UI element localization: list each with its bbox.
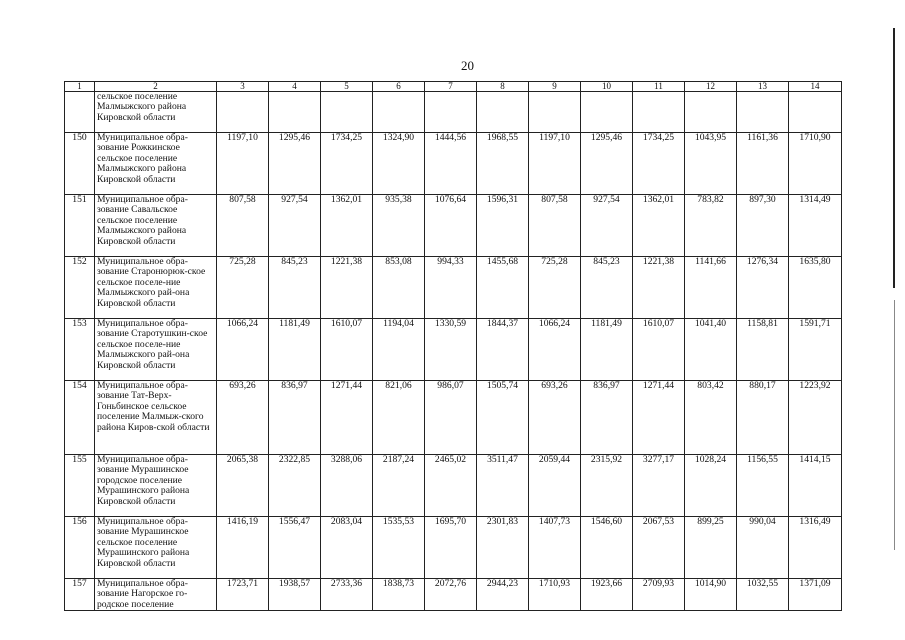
value-cell-col-10: 1181,49 [581,319,633,381]
municipality-name: Муниципальное обра-зование Мурашинское сельское поселение Мурашинского района Кировской области [95,517,217,579]
value-cell-col-12: 1014,90 [685,579,737,611]
value-cell-col-11: 1271,44 [633,381,685,455]
value-cell-col-8: 2944,23 [477,579,529,611]
value-cell-col-13: 897,30 [737,195,789,257]
value-cell-col-12: 1043,95 [685,133,737,195]
value-cell-col-4: 836,97 [269,381,321,455]
value-cell-col-14: 1710,90 [789,133,842,195]
value-cell-col-13: 1156,55 [737,455,789,517]
value-cell-col-9: 807,58 [529,195,581,257]
value-cell-col-12: 783,82 [685,195,737,257]
value-cell-col-14: 1316,49 [789,517,842,579]
value-cell-col-8: 1968,55 [477,133,529,195]
row-number: 157 [65,579,95,611]
row-number [65,92,95,133]
value-cell-col-5: 2083,04 [321,517,373,579]
value-cell-col-5: 1362,01 [321,195,373,257]
table-row [65,381,842,455]
value-cell-col-13 [737,92,789,133]
value-cell-col-4: 1181,49 [269,319,321,381]
column-header-12: 12 [685,82,737,92]
value-cell-col-11: 2709,93 [633,579,685,611]
value-cell-col-12: 899,25 [685,517,737,579]
column-header-4: 4 [269,82,321,92]
value-cell-col-4: 845,23 [269,257,321,319]
value-cell-col-6: 935,38 [373,195,425,257]
value-cell-col-3: 1197,10 [217,133,269,195]
row-number: 156 [65,517,95,579]
value-cell-col-8 [477,92,529,133]
column-header-8: 8 [477,82,529,92]
table-row [65,195,842,257]
municipality-name: Муниципальное обра-зование Рожкинское сельское поселение Малмыжского района Кировской области [95,133,217,195]
value-cell-col-10: 836,97 [581,381,633,455]
value-cell-col-12: 1041,40 [685,319,737,381]
value-cell-col-7: 2465,02 [425,455,477,517]
right-margin-rule-faint [894,300,895,550]
value-cell-col-7: 2072,76 [425,579,477,611]
value-cell-col-13: 1276,34 [737,257,789,319]
municipality-name: Муниципальное обра-зование Мурашинское городское поселение Мурашинского района Кировской области [95,455,217,517]
column-header-13: 13 [737,82,789,92]
value-cell-col-6: 2187,24 [373,455,425,517]
value-cell-col-11: 1221,38 [633,257,685,319]
value-cell-col-9 [529,92,581,133]
value-cell-col-10: 1295,46 [581,133,633,195]
row-number: 150 [65,133,95,195]
value-cell-col-8: 3511,47 [477,455,529,517]
value-cell-col-6: 1324,90 [373,133,425,195]
value-cell-col-12: 803,42 [685,381,737,455]
value-cell-col-14: 1223,92 [789,381,842,455]
value-cell-col-10: 1546,60 [581,517,633,579]
value-cell-col-11: 2067,53 [633,517,685,579]
value-cell-col-8: 1455,68 [477,257,529,319]
row-number: 151 [65,195,95,257]
value-cell-col-7 [425,92,477,133]
column-header-2: 2 [95,82,217,92]
column-header-7: 7 [425,82,477,92]
value-cell-col-4: 2322,85 [269,455,321,517]
value-cell-col-7: 986,07 [425,381,477,455]
value-cell-col-13: 990,04 [737,517,789,579]
right-margin-rule [893,28,895,288]
table-row [65,133,842,195]
value-cell-col-6: 1194,04 [373,319,425,381]
value-cell-col-3: 2065,38 [217,455,269,517]
municipality-name: Муниципальное обра-зование Тат-Верх-Гоньбинское сельское поселение Малмыж-ского района Киров-ской области [95,381,217,455]
value-cell-col-4: 927,54 [269,195,321,257]
value-cell-col-8: 1844,37 [477,319,529,381]
value-cell-col-10 [581,92,633,133]
value-cell-col-13: 1161,36 [737,133,789,195]
value-cell-col-3: 693,26 [217,381,269,455]
municipality-name: Муниципальное обра-зование Нагорское го-родское поселение [95,579,217,611]
table-row [65,319,842,381]
table-row [65,455,842,517]
value-cell-col-14 [789,92,842,133]
data-table [64,81,842,611]
row-number: 153 [65,319,95,381]
value-cell-col-8: 1505,74 [477,381,529,455]
value-cell-col-14: 1414,15 [789,455,842,517]
column-header-3: 3 [217,82,269,92]
row-number: 152 [65,257,95,319]
value-cell-col-9: 725,28 [529,257,581,319]
value-cell-col-4: 1556,47 [269,517,321,579]
value-cell-col-5 [321,92,373,133]
value-cell-col-11: 1610,07 [633,319,685,381]
value-cell-col-10: 1923,66 [581,579,633,611]
column-header-9: 9 [529,82,581,92]
value-cell-col-12: 1028,24 [685,455,737,517]
table-row [65,517,842,579]
value-cell-col-10: 2315,92 [581,455,633,517]
value-cell-col-11 [633,92,685,133]
value-cell-col-5: 1734,25 [321,133,373,195]
table-body [65,92,842,611]
value-cell-col-8: 2301,83 [477,517,529,579]
value-cell-col-3: 807,58 [217,195,269,257]
value-cell-col-11: 1734,25 [633,133,685,195]
column-header-11: 11 [633,82,685,92]
row-number: 155 [65,455,95,517]
column-header-5: 5 [321,82,373,92]
value-cell-col-5: 2733,36 [321,579,373,611]
value-cell-col-11: 1362,01 [633,195,685,257]
value-cell-col-12: 1141,66 [685,257,737,319]
municipality-name: Муниципальное обра-зование Савальское сельское поселение Малмыжского района Кировской области [95,195,217,257]
value-cell-col-5: 1610,07 [321,319,373,381]
value-cell-col-13: 1032,55 [737,579,789,611]
value-cell-col-13: 880,17 [737,381,789,455]
value-cell-col-9: 693,26 [529,381,581,455]
value-cell-col-6: 1838,73 [373,579,425,611]
column-header-1: 1 [65,82,95,92]
table-row [65,257,842,319]
table-row [65,579,842,611]
value-cell-col-3: 725,28 [217,257,269,319]
value-cell-col-4 [269,92,321,133]
value-cell-col-7: 1695,70 [425,517,477,579]
value-cell-col-9: 1066,24 [529,319,581,381]
value-cell-col-3: 1066,24 [217,319,269,381]
value-cell-col-3: 1723,71 [217,579,269,611]
municipality-name: Муниципальное обра-зование Старонюрюк-ское сельское поселе-ние Малмыжского рай-она Кировской области [95,257,217,319]
value-cell-col-4: 1938,57 [269,579,321,611]
value-cell-col-8: 1596,31 [477,195,529,257]
value-cell-col-13: 1158,81 [737,319,789,381]
value-cell-col-7: 1444,56 [425,133,477,195]
value-cell-col-7: 994,33 [425,257,477,319]
value-cell-col-6 [373,92,425,133]
page-number: 20 [461,58,474,73]
value-cell-col-9: 1197,10 [529,133,581,195]
value-cell-col-6: 1535,53 [373,517,425,579]
value-cell-col-14: 1635,80 [789,257,842,319]
value-cell-col-7: 1076,64 [425,195,477,257]
value-cell-col-11: 3277,17 [633,455,685,517]
value-cell-col-10: 927,54 [581,195,633,257]
value-cell-col-14: 1591,71 [789,319,842,381]
value-cell-col-9: 2059,44 [529,455,581,517]
header-row [65,82,842,92]
value-cell-col-4: 1295,46 [269,133,321,195]
row-number: 154 [65,381,95,455]
value-cell-col-5: 1271,44 [321,381,373,455]
value-cell-col-9: 1710,93 [529,579,581,611]
value-cell-col-3: 1416,19 [217,517,269,579]
value-cell-col-5: 3288,06 [321,455,373,517]
column-header-10: 10 [581,82,633,92]
municipality-name: сельское поселение Малмыжского района Кировской области [95,92,217,133]
value-cell-col-10: 845,23 [581,257,633,319]
column-header-14: 14 [789,82,842,92]
value-cell-col-5: 1221,38 [321,257,373,319]
value-cell-col-7: 1330,59 [425,319,477,381]
value-cell-col-9: 1407,73 [529,517,581,579]
value-cell-col-12 [685,92,737,133]
table-row [65,92,842,133]
value-cell-col-6: 821,06 [373,381,425,455]
value-cell-col-3 [217,92,269,133]
column-header-6: 6 [373,82,425,92]
municipality-name: Муниципальное обра-зование Старотушкин-ское сельское поселе-ние Малмыжского рай-она Кировской области [95,319,217,381]
value-cell-col-14: 1371,09 [789,579,842,611]
value-cell-col-14: 1314,49 [789,195,842,257]
value-cell-col-6: 853,08 [373,257,425,319]
